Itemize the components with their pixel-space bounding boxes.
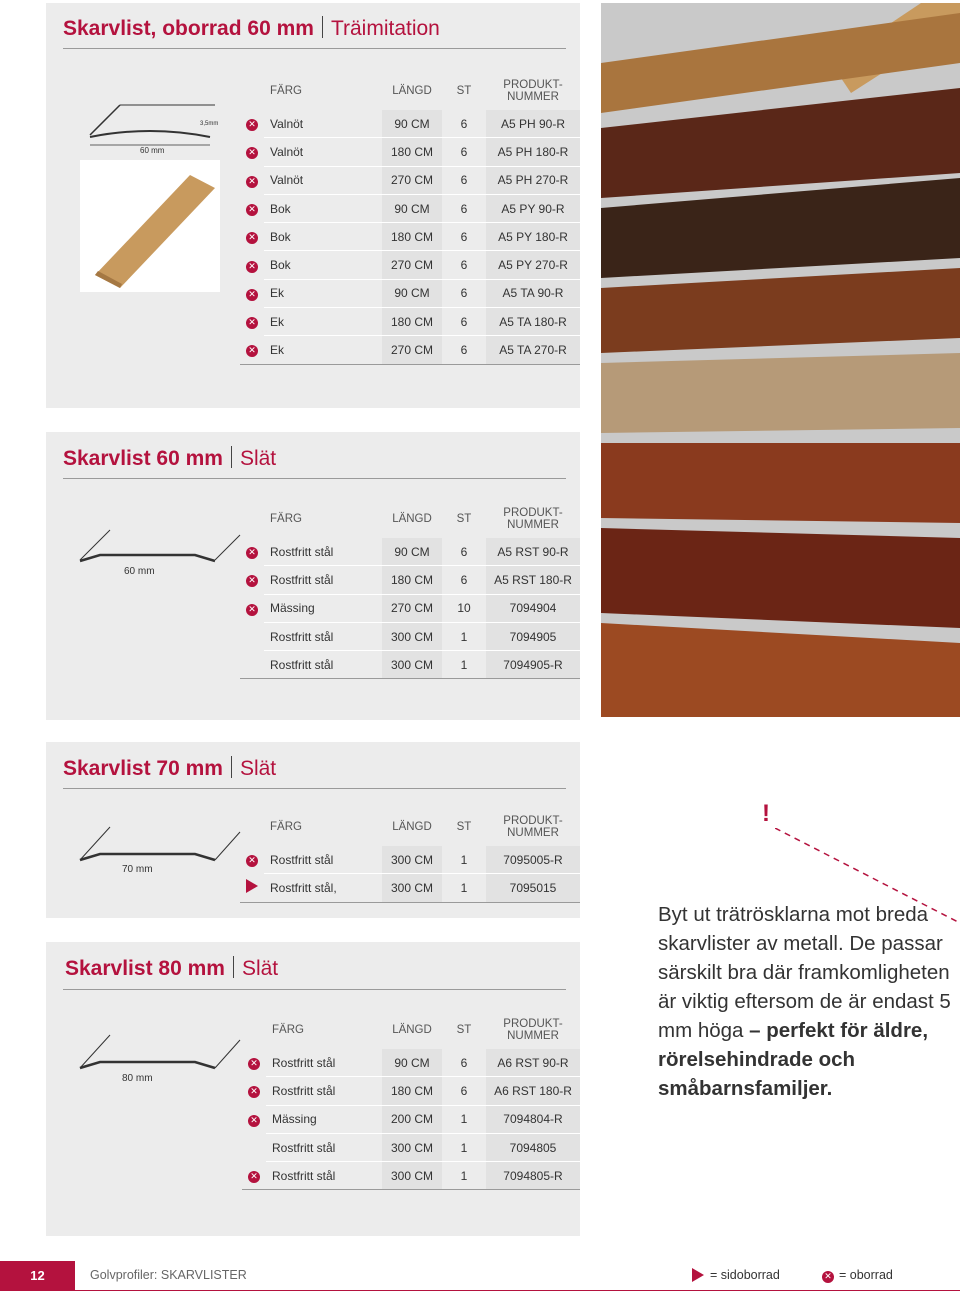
cell-color: Rostfritt stål xyxy=(266,1049,382,1077)
cell-product: 7094904 xyxy=(486,594,580,622)
col-header-color: FÄRG xyxy=(270,513,302,525)
x-circle-icon: ✕ xyxy=(248,1115,260,1127)
cell-product: A5 PY 270-R xyxy=(486,251,580,279)
col-header-product xyxy=(486,808,580,846)
x-circle-icon: ✕ xyxy=(246,604,258,616)
row-icon-cell xyxy=(240,874,264,902)
cell-length: 300 CM xyxy=(382,874,442,902)
cell-qty: 6 xyxy=(442,566,486,594)
x-circle-icon: ✕ xyxy=(246,147,258,159)
cell-qty: 1 xyxy=(442,622,486,650)
row-icon-cell xyxy=(240,251,264,279)
cell-length: 270 CM xyxy=(382,594,442,622)
legend-x xyxy=(822,1268,893,1283)
table-row xyxy=(240,138,580,166)
x-circle-icon: ✕ xyxy=(246,119,258,131)
cell-product: A5 RST 180-R xyxy=(486,566,580,594)
x-circle-icon: ✕ xyxy=(246,547,258,559)
col-header-qty: ST xyxy=(456,821,472,833)
arrow-icon xyxy=(692,1268,704,1282)
cell-qty: 1 xyxy=(442,1162,486,1190)
cell-product: 7094804-R xyxy=(486,1105,580,1133)
row-icon-cell xyxy=(240,622,264,650)
col-header-product-text: PRODUKT- NUMMER xyxy=(503,815,563,839)
row-icon-cell xyxy=(240,110,264,138)
cell-length: 300 CM xyxy=(382,846,442,874)
row-icon-cell xyxy=(242,1105,266,1133)
table-row xyxy=(240,651,580,679)
table-row xyxy=(240,874,580,902)
x-circle-icon: ✕ xyxy=(246,317,258,329)
table-row xyxy=(242,1105,580,1133)
table-row xyxy=(242,1162,580,1190)
cell-product: A5 PH 270-R xyxy=(486,166,580,194)
row-icon-cell xyxy=(240,594,264,622)
col-header-length: LÄNGD xyxy=(392,513,432,525)
col-header-length: LÄNGD xyxy=(392,821,432,833)
row-icon-cell xyxy=(240,308,264,336)
cell-qty: 1 xyxy=(442,1133,486,1161)
cell-color: Rostfritt stål xyxy=(266,1077,382,1105)
table-row xyxy=(242,1049,580,1077)
exclamation-icon: ! xyxy=(762,800,770,827)
cell-qty: 6 xyxy=(442,1077,486,1105)
rows xyxy=(240,538,580,679)
page-number: 12 xyxy=(0,1261,75,1291)
row-icon-cell xyxy=(242,1162,266,1190)
title-bold: Skarvlist 60 mm xyxy=(63,447,223,470)
title-rule xyxy=(63,989,566,990)
cell-qty: 6 xyxy=(442,1049,486,1077)
table-row xyxy=(240,166,580,194)
table-row xyxy=(240,308,580,336)
cell-color: Rostfritt stål xyxy=(264,538,382,566)
title-rule xyxy=(63,48,566,49)
rows xyxy=(242,1049,580,1190)
cell-product: A5 PH 180-R xyxy=(486,138,580,166)
cell-color: Rostfritt stål xyxy=(266,1162,382,1190)
cell-qty: 6 xyxy=(442,166,486,194)
cell-length: 270 CM xyxy=(382,166,442,194)
row-icon-cell xyxy=(240,846,264,874)
section-title xyxy=(63,16,440,41)
cell-qty: 1 xyxy=(442,1105,486,1133)
cell-product: A5 PY 90-R xyxy=(486,194,580,222)
cell-qty: 6 xyxy=(442,538,486,566)
col-header-color: FÄRG xyxy=(272,1024,304,1036)
table-row xyxy=(240,279,580,307)
rows xyxy=(240,110,580,364)
title-light: Slät xyxy=(239,757,277,780)
title-light: Träimitation xyxy=(330,17,440,40)
cell-length: 270 CM xyxy=(382,336,442,364)
cell-length: 90 CM xyxy=(382,1049,442,1077)
row-icon-cell xyxy=(240,336,264,364)
product-photo xyxy=(601,3,960,717)
arrow-icon xyxy=(246,879,258,893)
cell-product: A5 PY 180-R xyxy=(486,223,580,251)
cell-length: 300 CM xyxy=(382,1162,442,1190)
footer-category: Golvprofiler: SKARVLISTER xyxy=(90,1268,247,1282)
cell-product: 7094905-R xyxy=(486,651,580,679)
cell-qty: 6 xyxy=(442,223,486,251)
cell-product: A5 TA 270-R xyxy=(486,336,580,364)
col-header-qty: ST xyxy=(456,1024,472,1036)
cell-color: Valnöt xyxy=(264,138,382,166)
table-row xyxy=(240,194,580,222)
row-icon-cell xyxy=(240,166,264,194)
product-table-1 xyxy=(240,72,580,365)
title-bold: Skarvlist, oborrad 60 mm xyxy=(63,17,314,40)
x-circle-icon: ✕ xyxy=(246,232,258,244)
table-row xyxy=(240,538,580,566)
cell-qty: 1 xyxy=(442,846,486,874)
table-row xyxy=(240,594,580,622)
cell-color: Rostfritt stål xyxy=(264,846,382,874)
col-header-qty: ST xyxy=(456,85,472,97)
col-header-color: FÄRG xyxy=(270,85,302,97)
table-row xyxy=(240,336,580,364)
section-title xyxy=(65,956,278,981)
col-header-length: LÄNGD xyxy=(392,1024,432,1036)
cell-color: Bok xyxy=(264,251,382,279)
cell-product: 7094805 xyxy=(486,1133,580,1161)
cell-product: 7094905 xyxy=(486,622,580,650)
col-header-qty: ST xyxy=(456,513,472,525)
table-row xyxy=(240,622,580,650)
cell-length: 90 CM xyxy=(382,194,442,222)
row-icon-cell xyxy=(240,279,264,307)
cell-product: A5 TA 180-R xyxy=(486,308,580,336)
dim-label-2: 3,5mm xyxy=(200,121,219,127)
product-table-3 xyxy=(240,808,580,903)
row-icon-cell xyxy=(242,1049,266,1077)
x-circle-icon: ✕ xyxy=(248,1058,260,1070)
table-row xyxy=(240,566,580,594)
col-header-product xyxy=(486,72,580,110)
rows xyxy=(240,846,580,902)
table-row xyxy=(240,223,580,251)
profile-drawing xyxy=(75,525,245,585)
callout-text-plain: Byt ut trätrösklarna mot breda skarvlister av metall. De passar särskilt bra där framkomligheten är viktig eftersom de är endast 5 mm höga xyxy=(658,903,951,1042)
cell-product: A6 RST 180-R xyxy=(486,1077,580,1105)
cell-length: 90 CM xyxy=(382,538,442,566)
x-circle-icon: ✕ xyxy=(248,1086,260,1098)
cell-qty: 1 xyxy=(442,651,486,679)
x-circle-icon: ✕ xyxy=(246,176,258,188)
footer-rule xyxy=(75,1290,960,1291)
cell-qty: 1 xyxy=(442,874,486,902)
legend-arrow xyxy=(692,1268,780,1282)
wood-strip-image xyxy=(80,160,220,292)
table-row xyxy=(242,1133,580,1161)
cell-length: 180 CM xyxy=(382,308,442,336)
cell-color: Ek xyxy=(264,336,382,364)
cell-color: Bok xyxy=(264,194,382,222)
cell-color: Ek xyxy=(264,308,382,336)
cell-length: 180 CM xyxy=(382,138,442,166)
section-title xyxy=(63,446,276,471)
row-icon-cell xyxy=(240,566,264,594)
row-icon-cell xyxy=(242,1077,266,1105)
callout-dash: – xyxy=(749,1019,761,1042)
cell-length: 180 CM xyxy=(382,1077,442,1105)
cell-length: 300 CM xyxy=(382,1133,442,1161)
table-row xyxy=(240,846,580,874)
cell-color: Rostfritt stål, xyxy=(264,874,382,902)
cell-product: 7094805-R xyxy=(486,1162,580,1190)
cell-product: A5 TA 90-R xyxy=(486,279,580,307)
table-row xyxy=(242,1077,580,1105)
cell-qty: 6 xyxy=(442,110,486,138)
cell-qty: 6 xyxy=(442,194,486,222)
table-row xyxy=(240,251,580,279)
legend-arrow-label: = sidoborrad xyxy=(710,1268,780,1282)
cell-product: A5 PH 90-R xyxy=(486,110,580,138)
table-row xyxy=(240,110,580,138)
dim-label: 60 mm xyxy=(124,566,155,577)
cell-length: 180 CM xyxy=(382,566,442,594)
cell-color: Bok xyxy=(264,223,382,251)
cell-color: Rostfritt stål xyxy=(264,566,382,594)
dim-label: 70 mm xyxy=(122,864,153,875)
dim-label: 60 mm xyxy=(140,146,165,155)
cell-qty: 6 xyxy=(442,279,486,307)
row-icon-cell xyxy=(240,223,264,251)
x-circle-icon: ✕ xyxy=(822,1271,834,1283)
col-header-product-text: PRODUKT- NUMMER xyxy=(503,79,563,103)
callout-text-bold: perfekt för äldre, rörelsehindrade och småbarnsfamiljer. xyxy=(658,1019,929,1100)
cell-length: 270 CM xyxy=(382,251,442,279)
x-circle-icon: ✕ xyxy=(246,345,258,357)
profile-drawing xyxy=(75,1030,245,1090)
row-icon-cell xyxy=(240,538,264,566)
row-icon-cell xyxy=(240,194,264,222)
x-circle-icon: ✕ xyxy=(248,1171,260,1183)
cell-color: Rostfritt stål xyxy=(264,651,382,679)
row-icon-cell xyxy=(240,651,264,679)
title-light: Slät xyxy=(239,447,277,470)
cell-color: Ek xyxy=(264,279,382,307)
cell-length: 200 CM xyxy=(382,1105,442,1133)
x-circle-icon: ✕ xyxy=(246,855,258,867)
cell-color: Valnöt xyxy=(264,166,382,194)
cell-color: Rostfritt stål xyxy=(264,622,382,650)
cell-color: Mässing xyxy=(264,594,382,622)
title-light: Slät xyxy=(241,957,279,980)
cell-color: Rostfritt stål xyxy=(266,1133,382,1161)
profile-drawing xyxy=(80,95,220,155)
col-header-product xyxy=(486,1011,580,1049)
cell-qty: 6 xyxy=(442,251,486,279)
x-circle-icon: ✕ xyxy=(246,204,258,216)
dim-label: 80 mm xyxy=(122,1073,153,1084)
callout-text xyxy=(658,900,958,1103)
product-table-4 xyxy=(242,1011,580,1190)
product-table-2 xyxy=(240,500,580,679)
cell-qty: 6 xyxy=(442,336,486,364)
cell-length: 90 CM xyxy=(382,279,442,307)
row-icon-cell xyxy=(242,1133,266,1161)
col-header-color: FÄRG xyxy=(270,821,302,833)
row-icon-cell xyxy=(240,138,264,166)
col-header-product xyxy=(486,500,580,538)
col-header-length: LÄNGD xyxy=(392,85,432,97)
cell-length: 300 CM xyxy=(382,651,442,679)
cell-color: Mässing xyxy=(266,1105,382,1133)
cell-length: 90 CM xyxy=(382,110,442,138)
cell-product: A5 RST 90-R xyxy=(486,538,580,566)
cell-product: 7095005-R xyxy=(486,846,580,874)
section-title xyxy=(63,756,276,781)
cell-qty: 6 xyxy=(442,308,486,336)
col-header-product-text: PRODUKT- NUMMER xyxy=(503,507,563,531)
x-circle-icon: ✕ xyxy=(246,261,258,273)
cell-product: 7095015 xyxy=(486,874,580,902)
cell-product: A6 RST 90-R xyxy=(486,1049,580,1077)
cell-color: Valnöt xyxy=(264,110,382,138)
title-bold: Skarvlist 70 mm xyxy=(63,757,223,780)
col-header-product-text: PRODUKT- NUMMER xyxy=(503,1018,563,1042)
x-circle-icon: ✕ xyxy=(246,575,258,587)
title-rule xyxy=(63,478,566,479)
profile-drawing xyxy=(75,822,245,882)
cell-length: 300 CM xyxy=(382,622,442,650)
legend-x-label: = oborrad xyxy=(839,1268,893,1282)
cell-qty: 10 xyxy=(442,594,486,622)
cell-qty: 6 xyxy=(442,138,486,166)
x-circle-icon: ✕ xyxy=(246,289,258,301)
title-bold: Skarvlist 80 mm xyxy=(65,957,225,980)
cell-length: 180 CM xyxy=(382,223,442,251)
title-rule xyxy=(63,788,566,789)
